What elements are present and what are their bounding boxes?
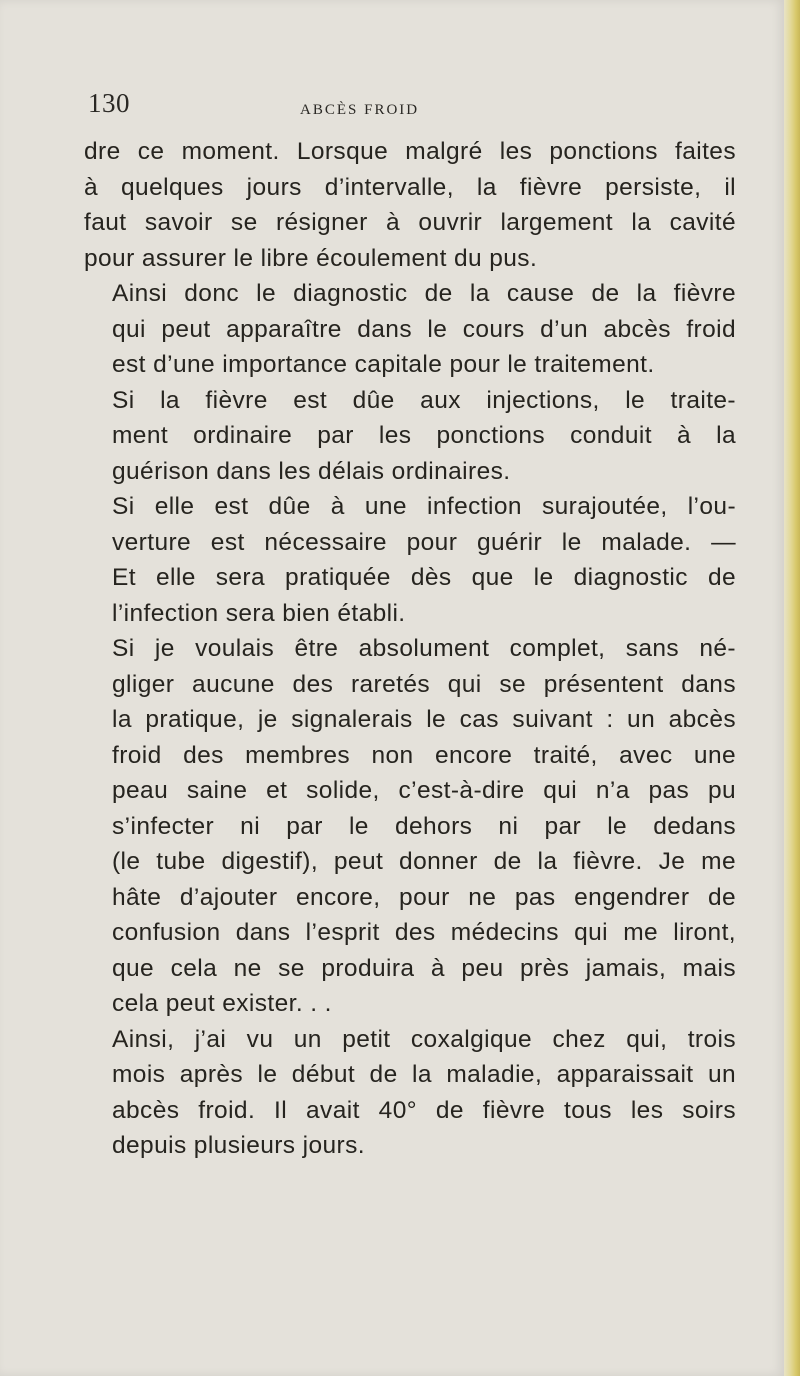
text-line: Si la fièvre est dûe aux injections, le traite-	[112, 386, 736, 414]
page-edge	[784, 0, 800, 1376]
text-line: ment ordinaire par les ponctions conduit à la	[112, 422, 736, 449]
text-line: cela peut exister. . .	[112, 990, 332, 1017]
text-line: Ainsi, j’ai vu un petit coxalgique chez qui, trois	[112, 1025, 736, 1053]
text-line: gliger aucune des raretés qui se présentent dans	[112, 670, 736, 698]
paragraph	[84, 134, 736, 276]
text-line: faut savoir se résigner à ouvrir largement la cavité	[84, 209, 736, 236]
text-line: Si je voulais être absolument complet, sans né-	[112, 635, 736, 662]
text-line: à quelques jours d’intervalle, la fièvre persiste, il	[84, 173, 736, 201]
text-line: verture est nécessaire pour guérir le malade. —	[112, 528, 736, 556]
text-line: pour assurer le libre écoulement du pus.	[84, 244, 538, 272]
text-line: Ainsi donc le diagnostic de la cause de la fièvre	[112, 280, 736, 307]
text-line: confusion dans l’esprit des médecins qui me liront,	[112, 919, 736, 946]
text-line: abcès froid. Il avait 40° de fièvre tous les soirs	[112, 1096, 736, 1124]
text-line: (le tube digestif), peut donner de la fièvre. Je me	[112, 848, 736, 875]
text-line: mois après le début de la maladie, apparaissait un	[112, 1061, 736, 1088]
text-line: est d’une importance capitale pour le traitement.	[112, 351, 655, 378]
text-line: froid des membres non encore traité, avec une	[112, 741, 736, 769]
text-line: la pratique, je signalerais le cas suivant : un abcès	[112, 706, 736, 733]
body-text	[84, 134, 736, 1164]
text-line: qui peut apparaître dans le cours d’un abcès froid	[112, 315, 736, 343]
paragraph	[84, 631, 736, 1022]
page-number: 130	[88, 88, 130, 118]
text-line: l’infection sera bien établi.	[112, 599, 406, 627]
paragraph	[84, 383, 736, 490]
text-line: depuis plusieurs jours.	[112, 1132, 365, 1159]
text-line: Si elle est dûe à une infection surajoutée, l’ou-	[112, 493, 736, 520]
text-line: s’infecter ni par le dehors ni par le dedans	[112, 812, 736, 840]
paragraph	[84, 489, 736, 631]
page-header	[88, 88, 728, 128]
paragraph	[84, 276, 736, 383]
paragraph	[84, 1022, 736, 1164]
text-line: dre ce moment. Lorsque malgré les ponctions faites	[84, 138, 736, 165]
text-line: Et elle sera pratiquée dès que le diagnostic de	[112, 564, 736, 591]
text-line: que cela ne se produira à peu près jamais, mais	[112, 954, 736, 982]
text-line: peau saine et solide, c’est-à-dire qui n’a pas pu	[112, 777, 736, 804]
text-line: hâte d’ajouter encore, pour ne pas engendrer de	[112, 883, 736, 911]
text-line: guérison dans les délais ordinaires.	[112, 457, 511, 485]
running-head: ABCÈS FROID	[300, 102, 420, 118]
